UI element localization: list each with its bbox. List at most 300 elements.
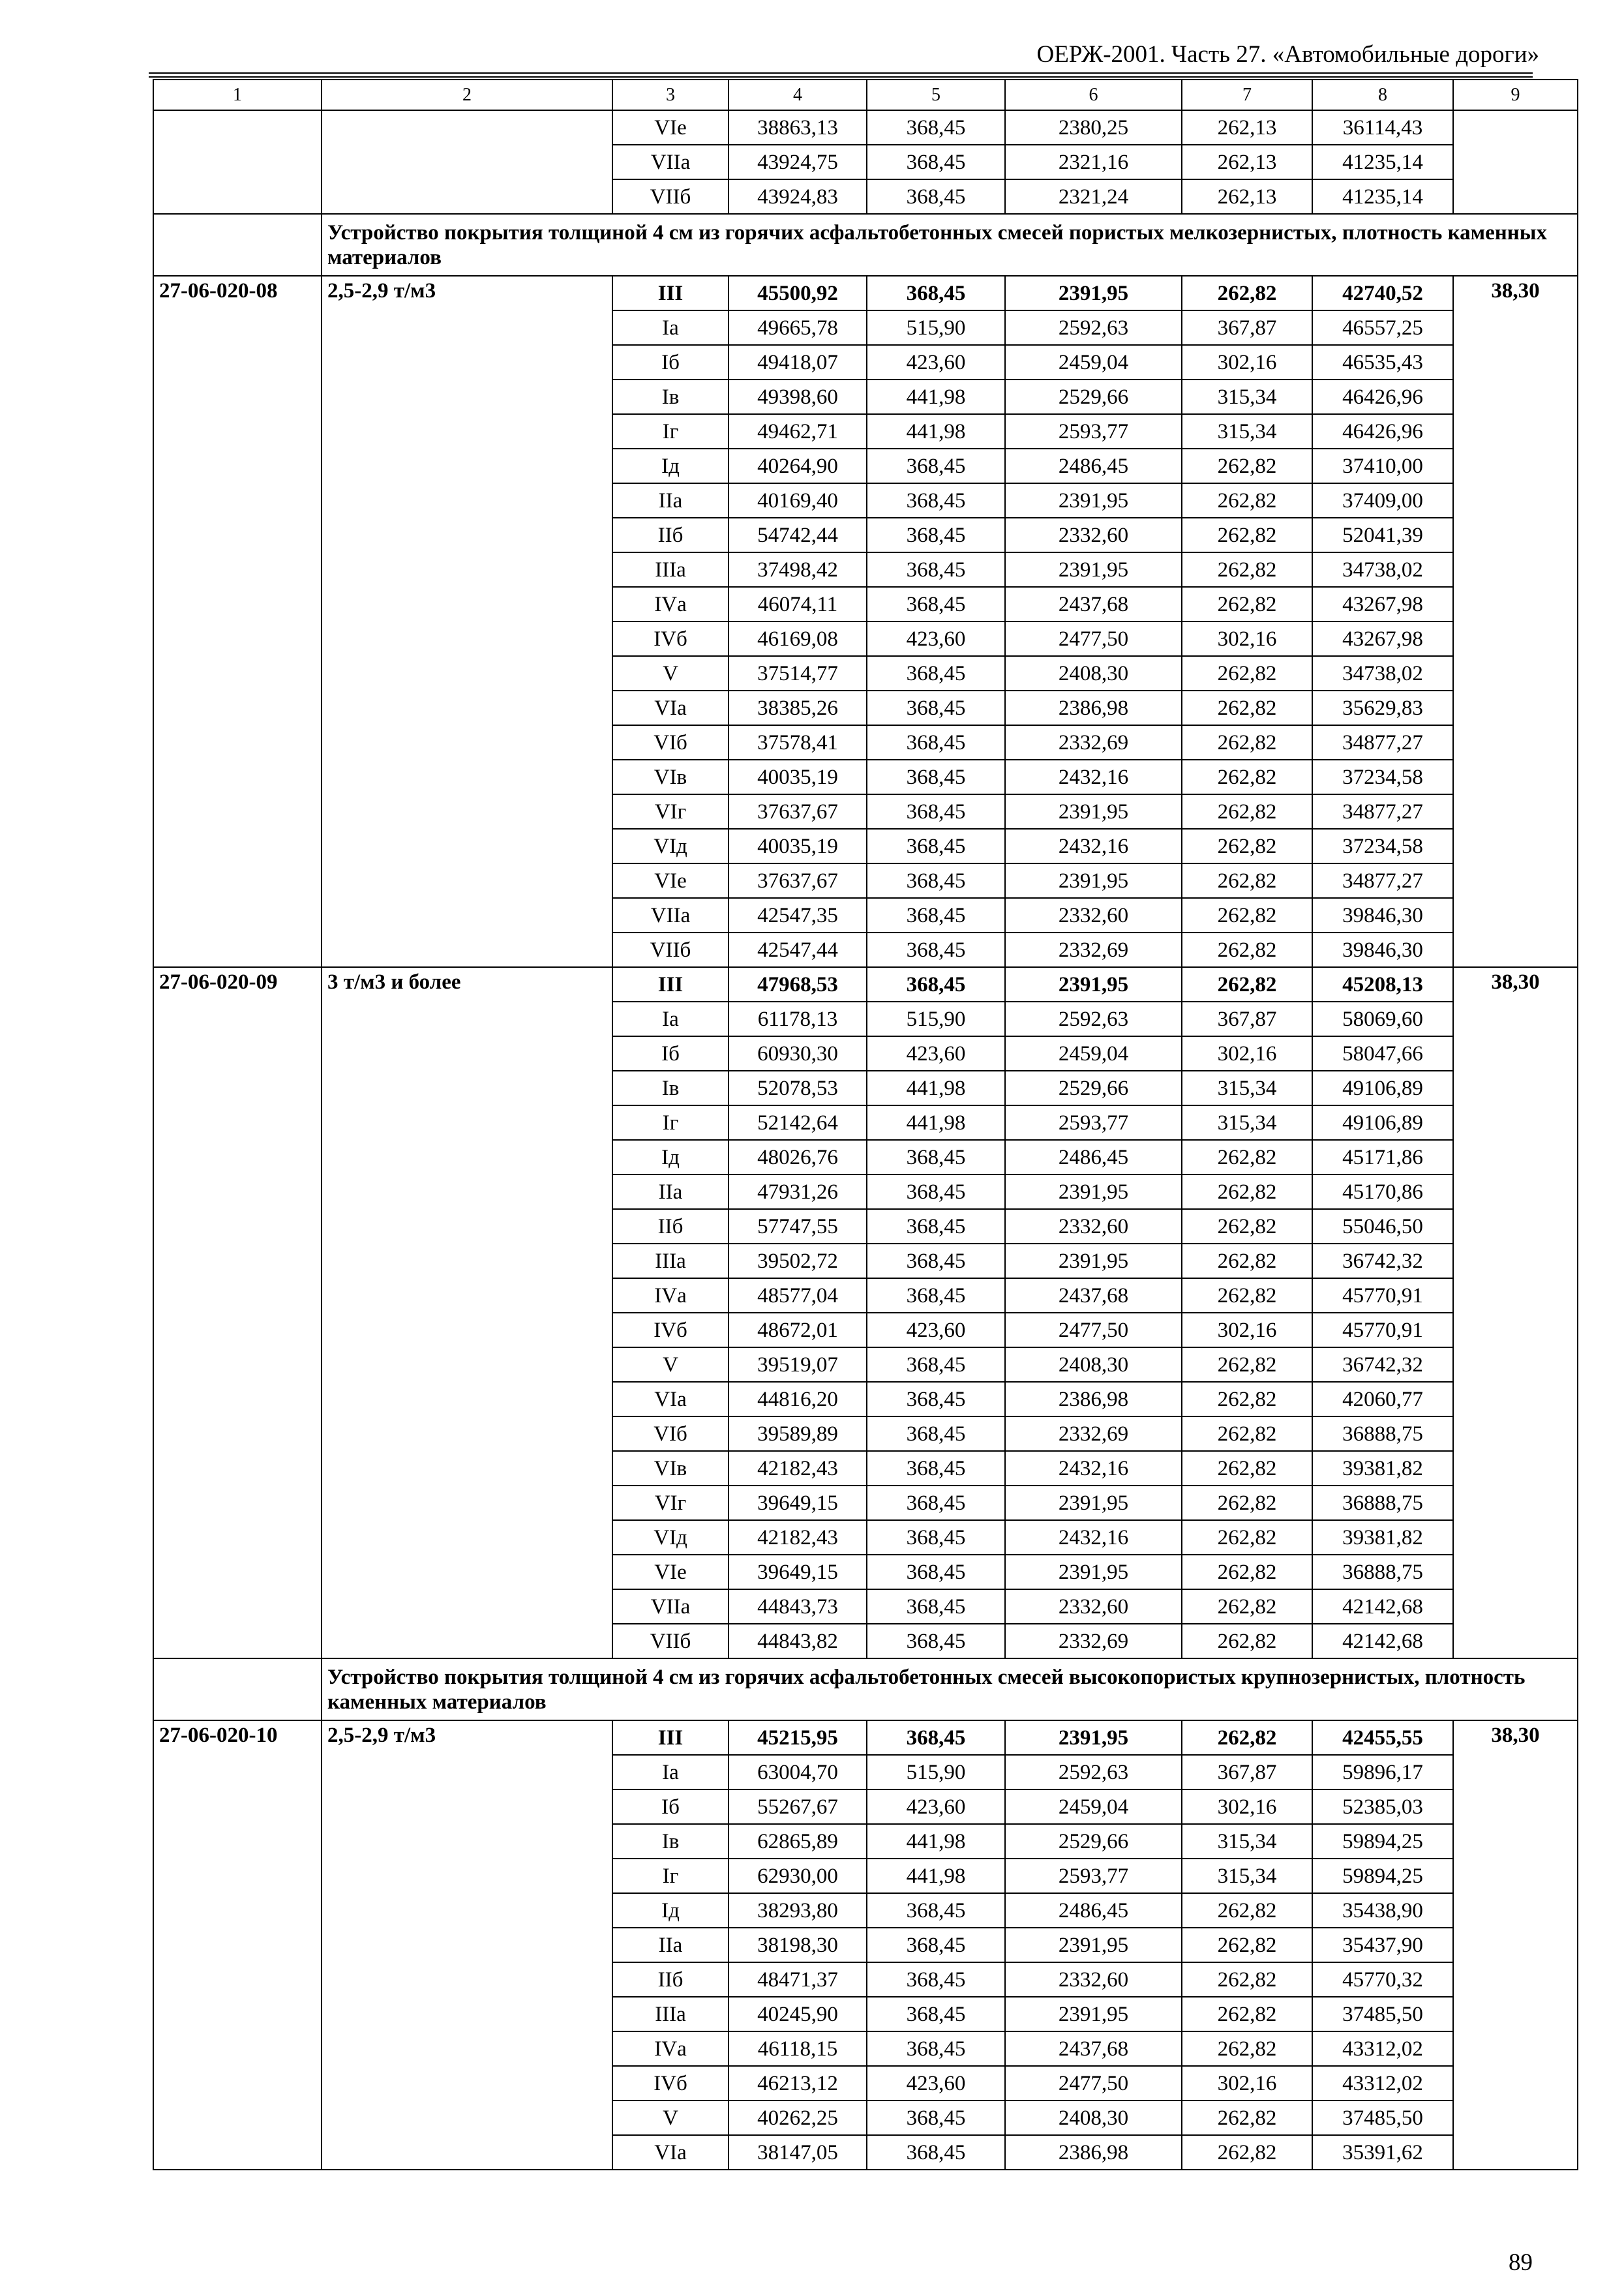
- value-cell-col5: 368,45: [867, 2031, 1005, 2066]
- value-cell-col4: 60930,30: [729, 1036, 867, 1071]
- value-cell-col6: 2391,95: [1005, 1997, 1182, 2031]
- value-cell-col7: 262,82: [1182, 656, 1312, 691]
- value-cell-col6: 2432,16: [1005, 1520, 1182, 1555]
- value-cell-col5: 423,60: [867, 345, 1005, 380]
- value-cell-col6: 2332,60: [1005, 1209, 1182, 1244]
- value-cell-col8: 34877,27: [1312, 863, 1453, 898]
- value-cell-col4: 40262,25: [729, 2101, 867, 2135]
- value-cell-col8: 45170,86: [1312, 1174, 1453, 1209]
- value-cell-col7: 302,16: [1182, 621, 1312, 656]
- value-cell-col6: 2486,45: [1005, 1893, 1182, 1928]
- value-cell-col6: 2437,68: [1005, 2031, 1182, 2066]
- value-cell-col7: 367,87: [1182, 310, 1312, 345]
- value-cell-col4: 38147,05: [729, 2135, 867, 2170]
- zone-cell: VIIа: [612, 1589, 729, 1624]
- value-cell-col7: 262,82: [1182, 2101, 1312, 2135]
- value-cell-col6: 2529,66: [1005, 1071, 1182, 1105]
- value-cell-col8: 42142,68: [1312, 1624, 1453, 1658]
- column-number: 1: [153, 80, 322, 110]
- zone-cell: Iд: [612, 449, 729, 483]
- column-number: 9: [1453, 80, 1578, 110]
- value-cell-col7: 262,82: [1182, 449, 1312, 483]
- value-cell-col4: 42547,35: [729, 898, 867, 933]
- value-cell-col6: 2459,04: [1005, 1036, 1182, 1071]
- value-cell-col7: 262,82: [1182, 1928, 1312, 1962]
- value-cell-col8: 35438,90: [1312, 1893, 1453, 1928]
- zone-cell: IVб: [612, 2066, 729, 2101]
- value-cell-col4: 43924,83: [729, 179, 867, 214]
- section-heading: Устройство покрытия толщиной 4 см из горячих асфальтобетонных смесей высокопористых крупнозернистых, плотность каменных материалов: [322, 1658, 1578, 1720]
- value-cell-col8: 36114,43: [1312, 110, 1453, 145]
- value-cell-col6: 2332,69: [1005, 1624, 1182, 1658]
- value-cell-col8: 55046,50: [1312, 1209, 1453, 1244]
- zone-cell: IIIа: [612, 1244, 729, 1278]
- value-cell-col5: 368,45: [867, 1962, 1005, 1997]
- value-cell-col8: 45770,91: [1312, 1278, 1453, 1313]
- value-cell-col7: 262,13: [1182, 179, 1312, 214]
- value-cell-col4: 49398,60: [729, 380, 867, 414]
- value-cell-col5: 423,60: [867, 1789, 1005, 1824]
- value-cell-col4: 39589,89: [729, 1416, 867, 1451]
- zone-cell: VIе: [612, 863, 729, 898]
- column-number-row: [153, 80, 1578, 110]
- value-cell-col8: 59894,25: [1312, 1824, 1453, 1859]
- value-cell-col7: 315,34: [1182, 414, 1312, 449]
- value-cell-col5: 368,45: [867, 587, 1005, 621]
- value-cell-col6: 2391,95: [1005, 863, 1182, 898]
- zone-cell: V: [612, 656, 729, 691]
- value-cell-col6: 2332,60: [1005, 1589, 1182, 1624]
- value-cell-col5: 368,45: [867, 656, 1005, 691]
- value-cell-col7: 262,82: [1182, 691, 1312, 725]
- zone-cell: Iа: [612, 1002, 729, 1036]
- value-cell-col8: 45770,32: [1312, 1962, 1453, 1997]
- value-cell-col5: 368,45: [867, 552, 1005, 587]
- section-heading: Устройство покрытия толщиной 4 см из горячих асфальтобетонных смесей пористых мелкозернистых, плотность каменных материалов: [322, 214, 1578, 276]
- value-cell-col6: 2391,95: [1005, 1486, 1182, 1520]
- value-cell-col6: 2459,04: [1005, 345, 1182, 380]
- value-cell-col7: 262,82: [1182, 587, 1312, 621]
- value-cell-col5: 368,45: [867, 1278, 1005, 1313]
- value-cell-col4: 54742,44: [729, 518, 867, 552]
- value-cell-col6: 2332,60: [1005, 1962, 1182, 1997]
- zone-cell: VIIа: [612, 898, 729, 933]
- value-cell-col4: 40035,19: [729, 760, 867, 794]
- value-cell-col8: 36742,32: [1312, 1244, 1453, 1278]
- header-rule: [149, 76, 1533, 78]
- value-cell-col5: 368,45: [867, 1720, 1005, 1755]
- value-cell-col8: 34877,27: [1312, 794, 1453, 829]
- value-cell-col6: 2391,95: [1005, 276, 1182, 310]
- value-cell-col7: 262,82: [1182, 1174, 1312, 1209]
- value-cell-col8: 43267,98: [1312, 587, 1453, 621]
- value-cell-col7: 302,16: [1182, 1036, 1312, 1071]
- value-cell-col6: 2391,95: [1005, 1720, 1182, 1755]
- zone-cell: Iб: [612, 345, 729, 380]
- value-cell-col8: 39381,82: [1312, 1520, 1453, 1555]
- value-cell-col8: 43312,02: [1312, 2066, 1453, 2101]
- value-cell-col8: 39846,30: [1312, 898, 1453, 933]
- value-cell-col4: 37637,67: [729, 794, 867, 829]
- column-number: 4: [729, 80, 867, 110]
- value-cell-col7: 262,82: [1182, 1140, 1312, 1174]
- description-cell: [322, 110, 612, 214]
- value-cell-col4: 37498,42: [729, 552, 867, 587]
- value-cell-col4: 48026,76: [729, 1140, 867, 1174]
- zone-cell: Iа: [612, 1755, 729, 1789]
- value-cell-col5: 368,45: [867, 967, 1005, 1002]
- zone-cell: VIе: [612, 110, 729, 145]
- value-cell-col5: 368,45: [867, 179, 1005, 214]
- value-cell-col4: 63004,70: [729, 1755, 867, 1789]
- value-cell-col5: 368,45: [867, 1555, 1005, 1589]
- zone-cell: IVб: [612, 1313, 729, 1347]
- value-cell-col4: 46213,12: [729, 2066, 867, 2101]
- page-number: 89: [1509, 2249, 1533, 2276]
- rate-code-cell: 27-06-020-10: [153, 1720, 322, 2170]
- value-cell-col7: 262,82: [1182, 760, 1312, 794]
- value-cell-col8: 41235,14: [1312, 179, 1453, 214]
- rate-code-cell: 27-06-020-09: [153, 967, 322, 1658]
- value-cell-col5: 368,45: [867, 449, 1005, 483]
- value-cell-col7: 315,34: [1182, 380, 1312, 414]
- value-cell-col6: 2477,50: [1005, 2066, 1182, 2101]
- value-cell-col5: 368,45: [867, 1209, 1005, 1244]
- value-cell-col5: 441,98: [867, 414, 1005, 449]
- value-cell-col8: 49106,89: [1312, 1105, 1453, 1140]
- zone-cell: Iг: [612, 414, 729, 449]
- value-cell-col4: 42182,43: [729, 1451, 867, 1486]
- value-cell-col6: 2321,16: [1005, 145, 1182, 179]
- value-cell-col4: 46118,15: [729, 2031, 867, 2066]
- value-cell-col4: 48672,01: [729, 1313, 867, 1347]
- zone-cell: Iа: [612, 310, 729, 345]
- column-number: 3: [612, 80, 729, 110]
- value-cell-col5: 368,45: [867, 1140, 1005, 1174]
- zone-cell: Iд: [612, 1140, 729, 1174]
- value-cell-col6: 2386,98: [1005, 2135, 1182, 2170]
- zone-cell: III: [612, 967, 729, 1002]
- value-cell-col4: 45215,95: [729, 1720, 867, 1755]
- value-cell-col8: 42740,52: [1312, 276, 1453, 310]
- value-cell-col8: 43267,98: [1312, 621, 1453, 656]
- value-cell-col6: 2408,30: [1005, 656, 1182, 691]
- value-cell-col6: 2486,45: [1005, 449, 1182, 483]
- zone-cell: IVа: [612, 2031, 729, 2066]
- value-cell-col6: 2477,50: [1005, 621, 1182, 656]
- zone-cell: III: [612, 276, 729, 310]
- value-cell-col5: 441,98: [867, 1859, 1005, 1893]
- value-cell-col5: 423,60: [867, 1313, 1005, 1347]
- value-cell-col5: 368,45: [867, 1382, 1005, 1416]
- value-cell-col5: 368,45: [867, 933, 1005, 967]
- value-cell-col8: 35391,62: [1312, 2135, 1453, 2170]
- running-header: ОЕРЖ-2001. Часть 27. «Автомобильные дороги»: [1036, 41, 1539, 68]
- value-cell-col6: 2391,95: [1005, 552, 1182, 587]
- value-cell-col6: 2380,25: [1005, 110, 1182, 145]
- value-cell-col7: 367,87: [1182, 1755, 1312, 1789]
- value-cell-col8: 42142,68: [1312, 1589, 1453, 1624]
- col9-cell: 38,30: [1453, 276, 1578, 967]
- value-cell-col5: 368,45: [867, 1589, 1005, 1624]
- value-cell-col8: 58069,60: [1312, 1002, 1453, 1036]
- value-cell-col6: 2332,60: [1005, 518, 1182, 552]
- value-cell-col7: 315,34: [1182, 1859, 1312, 1893]
- table-row: [153, 967, 1578, 1002]
- value-cell-col7: 262,82: [1182, 1244, 1312, 1278]
- value-cell-col8: 37410,00: [1312, 449, 1453, 483]
- value-cell-col7: 262,82: [1182, 967, 1312, 1002]
- value-cell-col7: 262,82: [1182, 863, 1312, 898]
- zone-cell: IVа: [612, 1278, 729, 1313]
- value-cell-col6: 2432,16: [1005, 829, 1182, 863]
- value-cell-col5: 423,60: [867, 2066, 1005, 2101]
- value-cell-col4: 42182,43: [729, 1520, 867, 1555]
- zone-cell: VIа: [612, 691, 729, 725]
- value-cell-col6: 2593,77: [1005, 1859, 1182, 1893]
- value-cell-col5: 368,45: [867, 1520, 1005, 1555]
- value-cell-col4: 43924,75: [729, 145, 867, 179]
- value-cell-col8: 43312,02: [1312, 2031, 1453, 2066]
- value-cell-col7: 262,82: [1182, 1997, 1312, 2031]
- value-cell-col7: 262,82: [1182, 1962, 1312, 1997]
- description-cell: 2,5-2,9 т/м3: [322, 1720, 612, 2170]
- value-cell-col8: 46426,96: [1312, 380, 1453, 414]
- value-cell-col7: 315,34: [1182, 1105, 1312, 1140]
- col9-cell: [1453, 110, 1578, 214]
- value-cell-col4: 39649,15: [729, 1486, 867, 1520]
- value-cell-col5: 368,45: [867, 794, 1005, 829]
- value-cell-col4: 49462,71: [729, 414, 867, 449]
- value-cell-col7: 315,34: [1182, 1071, 1312, 1105]
- value-cell-col8: 46557,25: [1312, 310, 1453, 345]
- zone-cell: VIIб: [612, 933, 729, 967]
- value-cell-col5: 368,45: [867, 483, 1005, 518]
- zone-cell: V: [612, 2101, 729, 2135]
- zone-cell: IIа: [612, 1928, 729, 1962]
- value-cell-col8: 35629,83: [1312, 691, 1453, 725]
- value-cell-col6: 2391,95: [1005, 1244, 1182, 1278]
- value-cell-col4: 47968,53: [729, 967, 867, 1002]
- value-cell-col6: 2332,69: [1005, 933, 1182, 967]
- value-cell-col5: 368,45: [867, 1893, 1005, 1928]
- value-cell-col7: 262,82: [1182, 1720, 1312, 1755]
- value-cell-col8: 59896,17: [1312, 1755, 1453, 1789]
- value-cell-col8: 42455,55: [1312, 1720, 1453, 1755]
- value-cell-col7: 262,13: [1182, 145, 1312, 179]
- zone-cell: Iв: [612, 1824, 729, 1859]
- value-cell-col7: 262,82: [1182, 552, 1312, 587]
- value-cell-col7: 262,82: [1182, 1624, 1312, 1658]
- value-cell-col6: 2321,24: [1005, 179, 1182, 214]
- value-cell-col7: 262,82: [1182, 725, 1312, 760]
- value-cell-col7: 262,82: [1182, 1347, 1312, 1382]
- value-cell-col4: 49418,07: [729, 345, 867, 380]
- value-cell-col8: 36888,75: [1312, 1486, 1453, 1520]
- value-cell-col4: 38385,26: [729, 691, 867, 725]
- table-row: [153, 110, 1578, 145]
- value-cell-col7: 262,13: [1182, 110, 1312, 145]
- value-cell-col7: 262,82: [1182, 1486, 1312, 1520]
- zone-cell: VIIа: [612, 145, 729, 179]
- column-number: 7: [1182, 80, 1312, 110]
- value-cell-col7: 262,82: [1182, 794, 1312, 829]
- value-cell-col7: 262,82: [1182, 1589, 1312, 1624]
- value-cell-col7: 262,82: [1182, 2135, 1312, 2170]
- value-cell-col6: 2592,63: [1005, 1002, 1182, 1036]
- column-number: 2: [322, 80, 612, 110]
- value-cell-col4: 42547,44: [729, 933, 867, 967]
- value-cell-col5: 368,45: [867, 1416, 1005, 1451]
- zone-cell: Iд: [612, 1893, 729, 1928]
- value-cell-col6: 2391,95: [1005, 483, 1182, 518]
- value-cell-col4: 55267,67: [729, 1789, 867, 1824]
- value-cell-col5: 368,45: [867, 1451, 1005, 1486]
- section-heading-row: [153, 214, 1578, 276]
- value-cell-col8: 52385,03: [1312, 1789, 1453, 1824]
- zone-cell: IIа: [612, 1174, 729, 1209]
- value-cell-col5: 368,45: [867, 1347, 1005, 1382]
- value-cell-col7: 262,82: [1182, 2031, 1312, 2066]
- value-cell-col6: 2332,60: [1005, 898, 1182, 933]
- value-cell-col6: 2391,95: [1005, 1555, 1182, 1589]
- value-cell-col4: 40035,19: [729, 829, 867, 863]
- value-cell-col6: 2529,66: [1005, 380, 1182, 414]
- value-cell-col8: 36742,32: [1312, 1347, 1453, 1382]
- value-cell-col5: 368,45: [867, 1997, 1005, 2031]
- value-cell-col8: 39846,30: [1312, 933, 1453, 967]
- zone-cell: Iв: [612, 1071, 729, 1105]
- value-cell-col5: 368,45: [867, 2101, 1005, 2135]
- value-cell-col7: 262,82: [1182, 1382, 1312, 1416]
- table-row: [153, 276, 1578, 310]
- value-cell-col8: 42060,77: [1312, 1382, 1453, 1416]
- value-cell-col6: 2437,68: [1005, 1278, 1182, 1313]
- value-cell-col4: 37514,77: [729, 656, 867, 691]
- value-cell-col4: 44816,20: [729, 1382, 867, 1416]
- value-cell-col7: 262,82: [1182, 1555, 1312, 1589]
- zone-cell: IVб: [612, 621, 729, 656]
- zone-cell: IIIа: [612, 1997, 729, 2031]
- value-cell-col4: 57747,55: [729, 1209, 867, 1244]
- value-cell-col4: 38198,30: [729, 1928, 867, 1962]
- value-cell-col5: 368,45: [867, 863, 1005, 898]
- value-cell-col4: 40264,90: [729, 449, 867, 483]
- value-cell-col8: 58047,66: [1312, 1036, 1453, 1071]
- value-cell-col4: 39502,72: [729, 1244, 867, 1278]
- value-cell-col5: 441,98: [867, 1071, 1005, 1105]
- value-cell-col5: 368,45: [867, 110, 1005, 145]
- value-cell-col6: 2592,63: [1005, 1755, 1182, 1789]
- zone-cell: IIIа: [612, 552, 729, 587]
- value-cell-col7: 262,82: [1182, 933, 1312, 967]
- zone-cell: VIд: [612, 1520, 729, 1555]
- rates-table: [153, 79, 1578, 2170]
- value-cell-col5: 368,45: [867, 1624, 1005, 1658]
- rate-code-cell: [153, 110, 322, 214]
- value-cell-col6: 2332,69: [1005, 1416, 1182, 1451]
- value-cell-col7: 262,82: [1182, 1893, 1312, 1928]
- value-cell-col8: 59894,25: [1312, 1859, 1453, 1893]
- zone-cell: VIв: [612, 1451, 729, 1486]
- value-cell-col8: 41235,14: [1312, 145, 1453, 179]
- zone-cell: Iг: [612, 1859, 729, 1893]
- value-cell-col6: 2529,66: [1005, 1824, 1182, 1859]
- zone-cell: IIа: [612, 483, 729, 518]
- value-cell-col6: 2386,98: [1005, 691, 1182, 725]
- description-cell: 3 т/м3 и более: [322, 967, 612, 1658]
- value-cell-col6: 2391,95: [1005, 1174, 1182, 1209]
- zone-cell: VIIб: [612, 179, 729, 214]
- value-cell-col5: 368,45: [867, 2135, 1005, 2170]
- value-cell-col5: 368,45: [867, 1928, 1005, 1962]
- zone-cell: VIб: [612, 725, 729, 760]
- value-cell-col6: 2432,16: [1005, 760, 1182, 794]
- value-cell-col4: 62865,89: [729, 1824, 867, 1859]
- value-cell-col8: 37234,58: [1312, 760, 1453, 794]
- value-cell-col7: 302,16: [1182, 345, 1312, 380]
- value-cell-col6: 2459,04: [1005, 1789, 1182, 1824]
- value-cell-col8: 46535,43: [1312, 345, 1453, 380]
- value-cell-col6: 2592,63: [1005, 310, 1182, 345]
- value-cell-col8: 34738,02: [1312, 552, 1453, 587]
- value-cell-col6: 2477,50: [1005, 1313, 1182, 1347]
- value-cell-col6: 2437,68: [1005, 587, 1182, 621]
- value-cell-col5: 368,45: [867, 276, 1005, 310]
- value-cell-col4: 37637,67: [729, 863, 867, 898]
- value-cell-col6: 2408,30: [1005, 1347, 1182, 1382]
- value-cell-col4: 40169,40: [729, 483, 867, 518]
- value-cell-col8: 46426,96: [1312, 414, 1453, 449]
- value-cell-col7: 315,34: [1182, 1824, 1312, 1859]
- value-cell-col4: 38293,80: [729, 1893, 867, 1928]
- column-number: 6: [1005, 80, 1182, 110]
- zone-cell: III: [612, 1720, 729, 1755]
- value-cell-col8: 37485,50: [1312, 1997, 1453, 2031]
- zone-cell: IIб: [612, 1962, 729, 1997]
- value-cell-col6: 2391,95: [1005, 794, 1182, 829]
- value-cell-col8: 36888,75: [1312, 1555, 1453, 1589]
- value-cell-col8: 36888,75: [1312, 1416, 1453, 1451]
- zone-cell: VIа: [612, 2135, 729, 2170]
- value-cell-col4: 44843,82: [729, 1624, 867, 1658]
- value-cell-col7: 262,82: [1182, 1278, 1312, 1313]
- column-number: 8: [1312, 80, 1453, 110]
- rate-code-cell: 27-06-020-08: [153, 276, 322, 967]
- header-rule: [149, 72, 1533, 74]
- zone-cell: IVа: [612, 587, 729, 621]
- value-cell-col5: 515,90: [867, 310, 1005, 345]
- value-cell-col7: 367,87: [1182, 1002, 1312, 1036]
- zone-cell: IIб: [612, 1209, 729, 1244]
- zone-cell: VIб: [612, 1416, 729, 1451]
- zone-cell: Iг: [612, 1105, 729, 1140]
- zone-cell: Iб: [612, 1036, 729, 1071]
- value-cell-col8: 45770,91: [1312, 1313, 1453, 1347]
- value-cell-col5: 441,98: [867, 1824, 1005, 1859]
- zone-cell: VIе: [612, 1555, 729, 1589]
- value-cell-col8: 37485,50: [1312, 2101, 1453, 2135]
- value-cell-col7: 262,82: [1182, 829, 1312, 863]
- value-cell-col4: 49665,78: [729, 310, 867, 345]
- table-row: [153, 1720, 1578, 1755]
- value-cell-col4: 46074,11: [729, 587, 867, 621]
- value-cell-col6: 2332,69: [1005, 725, 1182, 760]
- zone-cell: VIIб: [612, 1624, 729, 1658]
- value-cell-col7: 302,16: [1182, 1789, 1312, 1824]
- value-cell-col7: 262,82: [1182, 1416, 1312, 1451]
- col9-cell: 38,30: [1453, 967, 1578, 1658]
